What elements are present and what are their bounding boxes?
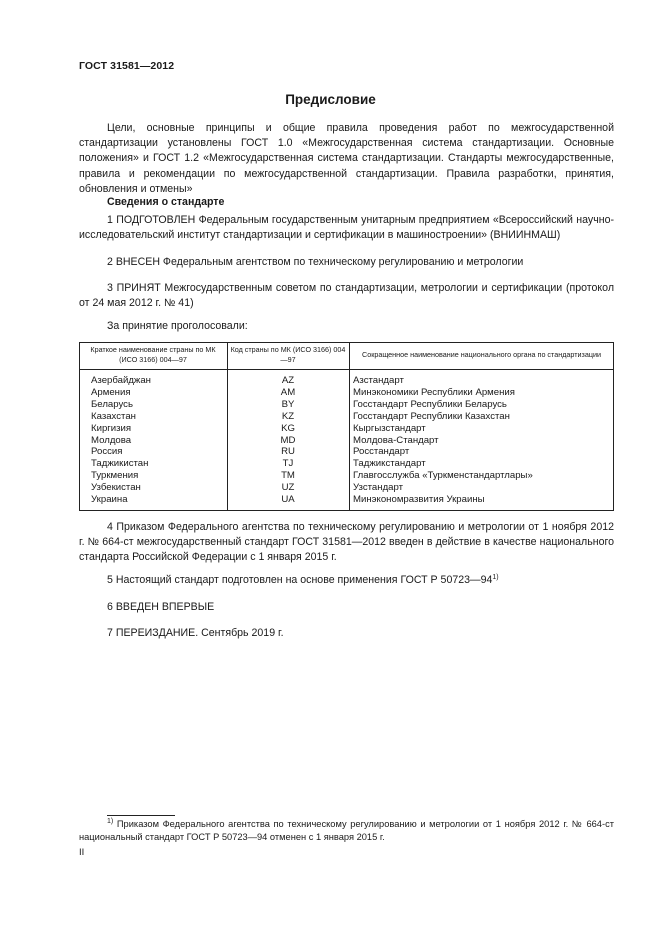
table-row [79,458,614,470]
country-cell: Туркмения [91,470,139,482]
item-6: 6 ВВЕДЕН ВПЕРВЫЕ [107,601,215,613]
country-cell: Узбекистан [91,482,141,494]
body-cell: Кыргызстандарт [353,422,426,434]
table-row [79,387,614,399]
voted-label: За принятие проголосовали: [107,320,248,332]
table-header-row [79,342,614,370]
code-cell: UZ [281,482,295,494]
table-header-body: Сокращенное наименование национального органа по стандартизации [349,342,614,370]
footnote-text: Приказом Федерального агентства по техническому регулированию и метрологии от 1 ноября 2012 г. № 664-ст национальный стандарт ГОСТ Р 50723—94 отменен с 1 января 2015 г. [79,819,614,842]
item-5 [79,573,614,588]
body-cell: Минэкономики Республики Армения [353,386,515,398]
document-code-header: ГОСТ 31581—2012 [79,60,175,72]
body-cell: Главгосслужба «Туркменстандартлары» [353,470,533,482]
intro-paragraph: Цели, основные принципы и общие правила проведения работ по межгосударственной стандартизации установлены ГОСТ 1.0 «Межгосударственная система стандартизации. Основные положения» и ГОСТ 1.2 «Межгосударственная система стандартизации. Стандарты межгосударственные, правила и рекомендации по межгосударственной стандартизации. Правила разработки, принятия, обновления и отмены» [79,122,614,195]
code-cell: BY [281,398,295,410]
code-cell: TM [281,470,295,482]
code-cell: TJ [282,458,294,470]
item-3: 3 ПРИНЯТ Межгосударственным советом по стандартизации, метрологии и сертификации (протокол от 24 мая 2012 г. № 41) [79,282,614,310]
table-row [79,435,614,447]
item-4: 4 Приказом Федерального агентства по техническому регулированию и метрологии от 1 ноября 2012 г. № 664-ст межгосударственный стандарт ГОСТ 31581—2012 введен в действие в качестве национального стандарта Российской Федерации с 1 января 2015 г. [79,521,614,564]
country-cell: Россия [91,446,123,458]
table-row [79,470,614,482]
code-cell: KZ [281,410,295,422]
footnote-rule [107,815,175,816]
body-cell: Минэкономразвития Украины [353,494,485,506]
member-states-table [79,342,614,506]
table-row [79,399,614,411]
table-row [79,375,614,387]
country-cell: Казахстан [91,410,136,422]
table-row [79,446,614,458]
footnote [79,818,614,843]
table-row [79,482,614,494]
code-cell: UA [281,494,295,506]
body-cell: Таджикстандарт [353,458,426,470]
country-cell: Таджикистан [91,458,149,470]
country-cell: Беларусь [91,398,133,410]
country-cell: Азербайджан [91,375,151,386]
code-cell: KG [281,422,295,434]
body-cell: Госстандарт Республики Беларусь [353,398,507,410]
body-cell: Молдова-Стандарт [353,434,439,446]
body-cell: Азстандарт [353,375,404,386]
section-title: Сведения о стандарте [107,196,225,208]
country-cell: Молдова [91,434,132,446]
page-title: Предисловие [285,92,376,107]
table-header-country: Краткое наименование страны по МК (ИСО 3166) 004—97 [79,342,227,370]
item-5-text: 5 Настоящий стандарт подготовлен на основе применения ГОСТ Р 50723—94 [107,574,493,586]
code-cell: RU [281,446,295,458]
body-cell: Росстандарт [353,446,410,458]
code-cell: MD [280,434,296,446]
item-5-footnote-ref[interactable]: 1) [492,574,499,581]
code-cell: AZ [281,375,295,386]
item-7: 7 ПЕРЕИЗДАНИЕ. Сентябрь 2019 г. [107,627,284,639]
code-cell: AM [280,386,296,398]
country-cell: Украина [91,494,128,506]
table-row [79,411,614,423]
body-cell: Госстандарт Республики Казахстан [353,410,510,422]
table-row [79,423,614,435]
body-cell: Узстандарт [353,482,404,494]
item-2: 2 ВНЕСЕН Федеральным агентством по техническому регулированию и метрологии [107,256,524,268]
footnote-mark: 1) [107,818,114,825]
table-header-code: Код страны по МК (ИСО 3166) 004—97 [227,342,349,370]
country-cell: Армения [91,386,131,398]
table-row [79,494,614,506]
country-cell: Киргизия [91,422,132,434]
item-1: 1 ПОДГОТОВЛЕН Федеральным государственным унитарным предприятием «Всероссийский научно-исследовательский институт стандартизации и сертификации в машиностроении» (ВНИИНМАШ) [79,214,614,242]
page-number: II [79,847,85,858]
